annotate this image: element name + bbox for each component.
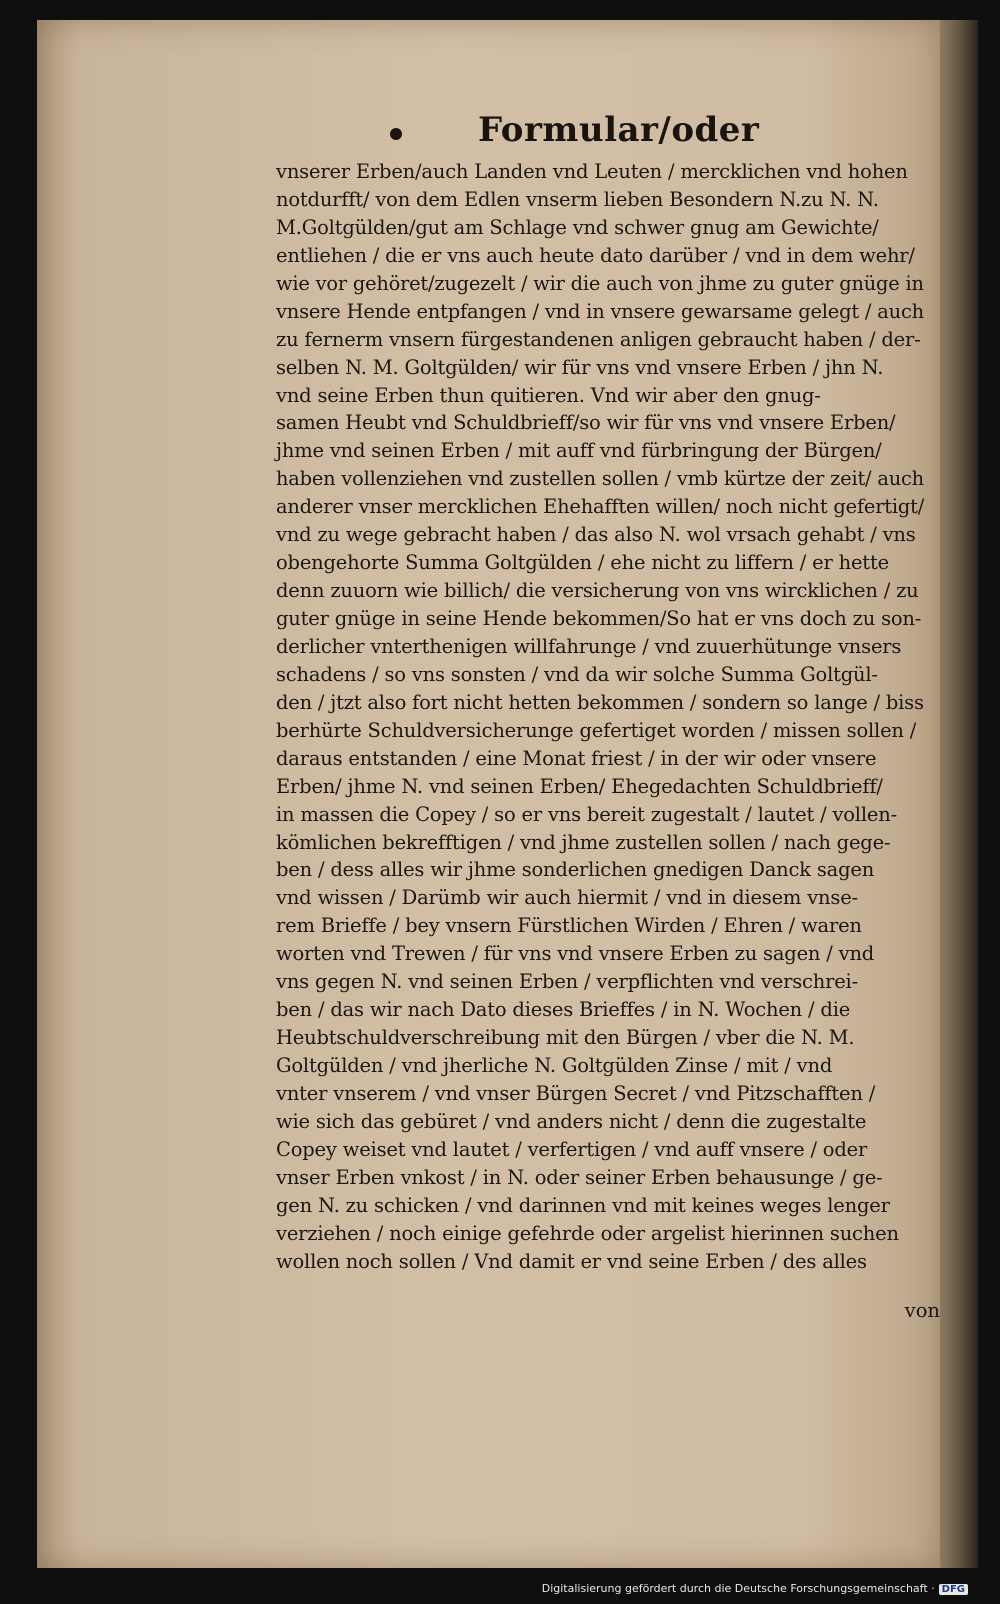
text-line: wie vor gehöret/zugezelt / wir die auch von jhme zu guter gnüge in	[276, 271, 924, 295]
text-line: den / jtzt also fort nicht hetten bekommen / sondern so lange / biss	[276, 690, 924, 714]
page-edge-shadow	[940, 20, 978, 1568]
text-line: daraus entstanden / eine Monat friest / in der wir oder vnsere	[276, 746, 877, 770]
text-line: vnd wissen / Darümb wir auch hiermit / vnd in diesem vnse-	[276, 886, 858, 910]
text-line: vnser Erben vnkost / in N. oder seiner Erben behausunge / ge-	[276, 1165, 883, 1189]
text-line: samen Heubt vnd Schuldbrieff/so wir für vns vnd vnsere Erben/	[276, 411, 896, 435]
text-line: derlicher vnterthenigen willfahrunge / vnd zuuerhütunge vnsers	[276, 634, 902, 658]
text-line: ben / dess alles wir jhme sonderlichen gnedigen Danck sagen	[276, 858, 875, 882]
running-title: Formular/oder	[478, 110, 760, 150]
text-line: Goltgülden / vnd jherliche N. Goltgülden Zinse / mit / vnd	[276, 1054, 833, 1077]
text-line: M.Goltgülden/gut am Schlage vnd schwer gnug am Gewichte/	[276, 215, 879, 239]
text-line: vnsere Hende entpfangen / vnd in vnsere gewarsame gelegt / auch	[276, 299, 924, 323]
text-line: vnd zu wege gebracht haben / das also N. wol vrsach gehabt / vns	[276, 523, 916, 547]
dfg-logo[interactable]: DFG	[939, 1584, 968, 1595]
footer-credit	[542, 1582, 968, 1595]
text-line: schadens / so vns sonsten / vnd da wir solche Summa Goltgül-	[276, 662, 878, 686]
text-line: denn zuuorn wie billich/ die versicherung von vns wircklichen / zu	[276, 579, 919, 603]
text-line: vns gegen N. vnd seinen Erben / verpflichten vnd verschrei-	[276, 970, 858, 994]
text-line: Erben/ jhme N. vnd seinen Erben/ Ehegedachten Schuldbrieff/	[276, 774, 883, 798]
text-line: vnserer Erben/auch Landen vnd Leuten / mercklichen vnd hohen	[276, 160, 908, 183]
text-line: wie sich das gebüret / vnd anders nicht / denn die zugestalte	[276, 1109, 867, 1133]
text-line: notdurfft/ von dem Edlen vnserm lieben Besondern N.zu N. N.	[276, 187, 879, 211]
text-line: rem Brieffe / bey vnsern Fürstlichen Wirden / Ehren / waren	[276, 914, 862, 938]
text-line: anderer vnser mercklichen Ehehafften willen/ noch nicht gefertigt/	[276, 495, 925, 519]
page-header	[0, 110, 1000, 160]
text-line: entliehen / die er vns auch heute dato darüber / vnd in dem wehr/	[276, 243, 915, 267]
text-line: jhme vnd seinen Erben / mit auff vnd fürbringung der Bürgen/	[276, 439, 882, 463]
text-line: berhürte Schuldversicherunge gefertiget worden / missen sollen /	[276, 718, 917, 742]
text-line: obengehorte Summa Goltgülden / ehe nicht zu liffern / er hette	[276, 551, 889, 575]
text-line: in massen die Copey / so er vns bereit zugestalt / lautet / vollen-	[276, 802, 897, 826]
bullet-ornament-icon	[390, 128, 402, 140]
text-line: haben vollenziehen vnd zustellen sollen / vmb kürtze der zeit/ auch	[276, 467, 924, 491]
text-line: vnter vnserem / vnd vnser Bürgen Secret / vnd Pitzschafften /	[276, 1081, 876, 1105]
text-line: kömlichen bekrefftigen / vnd jhme zustellen sollen / nach gege-	[276, 830, 891, 854]
text-line: selben N. M. Goltgülden/ wir für vns vnd vnsere Erben / jhn N.	[276, 355, 884, 379]
text-line: gen N. zu schicken / vnd darinnen vnd mit keines weges lenger	[276, 1193, 890, 1217]
footer-credit-text: Digitalisierung gefördert durch die Deutsche Forschungsgemeinschaft ·	[541, 1582, 935, 1595]
text-line: Copey weiset vnd lautet / verfertigen / vnd auff vnsere / oder	[276, 1137, 868, 1161]
text-line: wollen noch sollen / Vnd damit er vnd seine Erben / des alles	[276, 1249, 867, 1273]
text-line: Heubtschuldverschreibung mit den Bürgen / vber die N. M.	[276, 1026, 855, 1050]
text-line: worten vnd Trewen / für vns vnd vnsere Erben zu sagen / vnd	[276, 942, 875, 966]
text-line: vnd seine Erben thun quitieren. Vnd wir aber den gnug-	[276, 383, 821, 407]
catchword: von	[904, 1299, 940, 1322]
text-line: zu fernerm vnsern fürgestandenen anligen gebraucht haben / der-	[276, 327, 921, 351]
text-line: guter gnüge in seine Hende bekommen/So hat er vns doch zu son-	[276, 607, 922, 630]
text-line: verziehen / noch einige gefehrde oder argelist hierinnen suchen	[276, 1221, 899, 1245]
text-line: ben / das wir nach Dato dieses Brieffes / in N. Wochen / die	[276, 998, 851, 1022]
body-text	[276, 158, 924, 1276]
